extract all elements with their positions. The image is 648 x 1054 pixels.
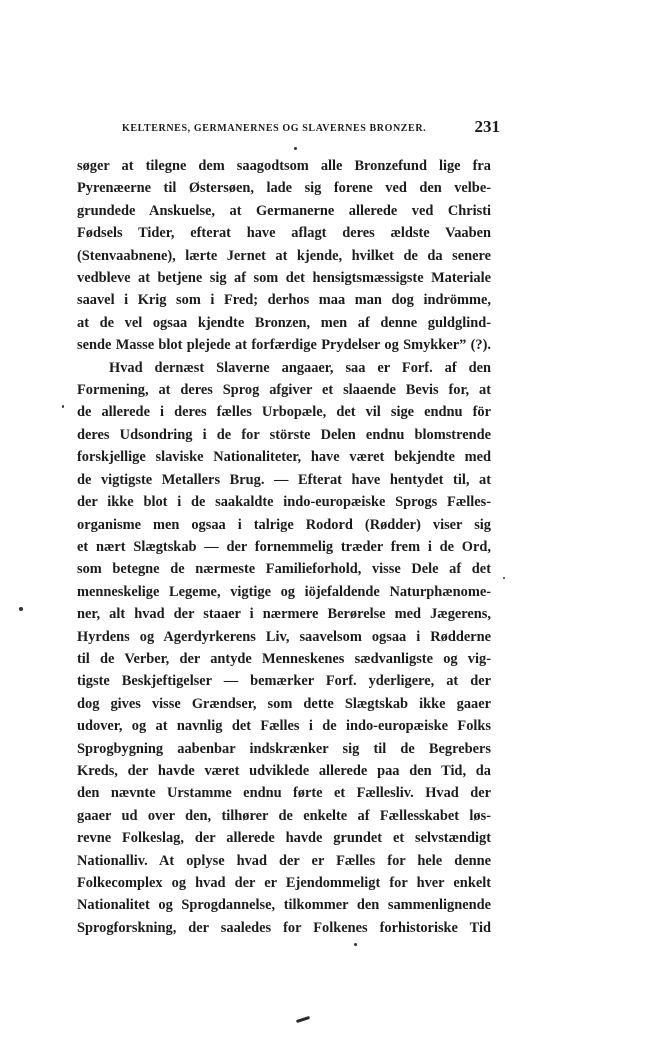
text-line: organisme men ogsaa i talrige Rodord (Rødder) viser sig [77,516,491,533]
print-speck [296,1016,310,1023]
page-header [88,119,500,139]
paragraph-start-line: Hvad dernæst Slaverne angaaer, saa er Forf. af den [109,359,491,376]
text-line: der ikke blot i de saakaldte indo-europæiske Sprogs Fælles- [77,494,491,511]
text-line: udover, og at navnlig det Fælles i de indo-europæiske Folks [77,718,491,735]
text-line: den nævnte Urstamme endnu førte et Fællesliv. Hvad der [77,785,491,802]
text-line: deres Udsondring i de for störste Delen endnu blomstrende [77,426,491,443]
text-line: revne Folkeslag, der allerede havde grundet et selvstændigt [77,830,491,847]
text-line: forskjellige slaviske Nationaliteter, have været bekjendte med [77,449,491,466]
text-line: saavel i Krig som i Fred; derhos maa man dog indrömme, [77,292,491,309]
text-line: Nationalliv. At oplyse hvad der er Fælles for hele denne [77,852,491,869]
text-line: tigste Beskjeftigelser — bemærker Forf. yderligere, at der [77,673,491,690]
body-text [77,155,491,939]
print-speck [294,147,297,150]
text-line: vedbleve at betjene sig af som det hensigtsmæssigste Materiale [77,270,491,287]
text-line: Kreds, der havde været udviklede allerede paa den Tid, da [77,762,491,779]
text-line: til de Verber, der antyde Menneskenes sædvanligste og vig- [77,650,491,667]
text-line: grundede Anskuelse, at Germanerne allerede ved Christi [77,202,491,219]
text-line: søger at tilegne dem saagodtsom alle Bronzefund lige fra [77,158,491,174]
print-speck [503,577,505,579]
text-line: Formening, at deres Sprog afgiver et slaaende Bevis for, at [77,382,491,399]
text-line: et nært Slægtskab — der fornemmelig træder frem i de Ord, [77,538,491,555]
print-speck [354,943,357,946]
print-speck [19,607,23,611]
text-line: Fødsels Tider, efterat have aflagt deres ældste Vaaben [77,225,491,242]
text-line: som betegne de nærmeste Familieforhold, visse Dele af det [77,561,491,578]
text-line: de vigtigste Metallers Brug. — Efterat have hentydet til, at [77,471,491,488]
text-line: dog gives visse Grændser, som dette Slægtskab ikke gaaer [77,695,491,712]
text-line: Nationalitet og Sprogdannelse, tilkommer den sammenlignende [77,897,491,914]
text-line: (Stenvaabnene), lærte Jernet at kjende, hvilket de da senere [77,247,491,264]
text-line: Sprogforskning, der saaledes for Folkenes forhistoriske Tid [77,919,491,936]
print-speck [62,405,64,408]
running-title: KELTERNES, GERMANERNES OG SLAVERNES BRONZER. [122,123,427,134]
text-line: Folkecomplex og hvad der er Ejendommeligt for hver enkelt [77,875,491,891]
text-line: sende Masse blot plejede at forfærdige Prydelser og Smykker” (?). [77,337,491,354]
text-line: gaaer ud over den, tilhører de enkelte af Fællesskabet løs- [77,807,491,824]
text-line: menneskelige Legeme, vigtige og iöjefaldende Naturphænome- [77,583,491,600]
text-line: Hyrdens og Agerdyrkerens Liv, saavelsom ogsaa i Rødderne [77,628,491,645]
text-line: Pyrenæerne til Østersøen, lade sig forene ved den velbe- [77,180,491,197]
page-number: 231 [474,117,500,136]
text-line: Sprogbygning aabenbar indskrænker sig til de Begrebers [77,740,491,757]
text-line: ner, alt hvad der staaer i nærmere Berørelse med Jægerens, [77,606,491,623]
text-line: de allerede i deres fælles Urbopæle, det vil sige endnu för [77,404,491,421]
text-line: at de vel ogsaa kjendte Bronzen, men af denne guldglind- [77,314,491,331]
